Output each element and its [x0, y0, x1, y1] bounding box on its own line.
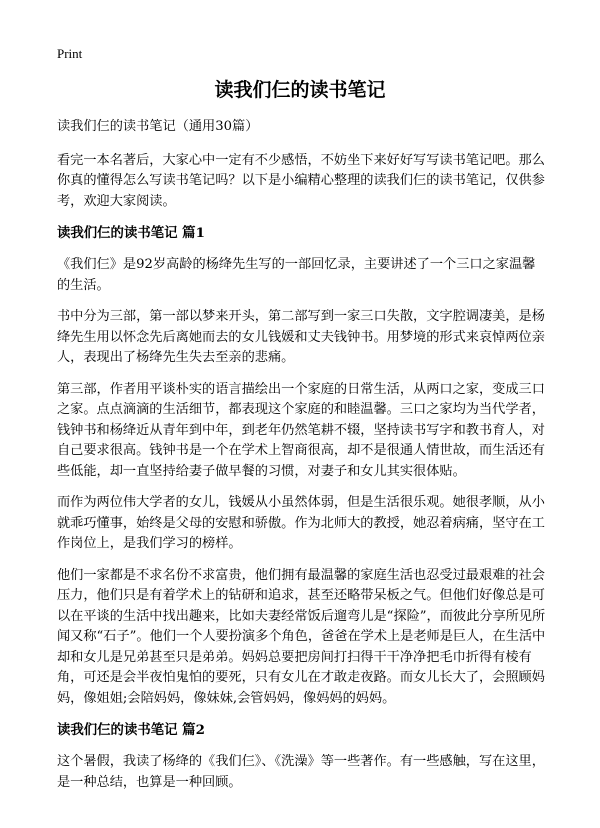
- section-1-paragraph-3: 第三部，作者用平谈朴实的语言描绘出一个家庭的日常生活，从两口之家，变成三口之家。点点滴滴的生活细节，都表现这个家庭的和睦温馨。三口之家均为当代学者，钱钟书和杨绛近从青年到中年，到老年仍然笔耕不辍，坚持读书写字和教书育人，对自己要求很高。钱钟书是一个在学术上智商很高，却不是很通人情世故，而生活还有些低能，却一直坚持给妻子做早餐的习惯，对妻子和女儿其实很体贴。: [57, 381, 545, 479]
- section-heading-2: 读我们仨的读书笔记 篇2: [57, 722, 205, 738]
- print-link[interactable]: Print: [57, 46, 83, 61]
- page-title: 读我们仨的读书笔记: [214, 79, 386, 101]
- article-body: [57, 117, 547, 804]
- section-1-paragraph-2: 书中分为三部，第一部以梦来开头，第二部写到一家三口失散，文字腔调凄美，是杨绛先生用以怀念先后离她而去的女儿钱媛和丈夫钱钟书。用梦境的形式来哀悼两位亲人，表现出了杨绛先生失去至亲的悲痛。: [57, 309, 545, 365]
- intro-paragraph: 看完一本名著后，大家心中一定有不少感悟，不妨坐下来好好写写读书笔记吧。那么你真的懂得怎么写读书笔记吗？以下是小编精心整理的读我们仨的读书笔记，仅供参考，欢迎大家阅读。: [57, 152, 545, 209]
- section-1-paragraph-1: 《我们仨》是92岁高龄的杨绛先生写的一部回忆录，主要讲述了一个三口之家温馨的生活。: [57, 257, 536, 293]
- section-2-paragraph-1: 这个暑假，我读了杨绛的《我们仨》、《洗澡》等一些著作。有一些感触，写在这里，是一种总结，也算是一种回顾。: [57, 754, 545, 790]
- section-1-paragraph-5: 他们一家都是不求名份不求富贵，他们拥有最温馨的家庭生活也忍受过最艰难的社会压力，他们只是有着学术上的钻研和追求，甚至还略带呆板之气。但他们好像总是可以在平谈的生活中找出趣来，比如夫妻经常饭后遛弯儿是“探险”，而彼此分享所见所闻又称“石子”。他们一个人要扮演多个角色，爸爸在学术上是老师是巨人，在生活中却和女儿是兄弟甚至只是弟弟。妈妈总要把房间打扫得干干净净把毛巾折得有棱有角，可还是会半夜怕鬼怕的要死，只有女儿在才敢走夜路。而女儿长大了，会照顾妈妈，像姐姐;会陪妈妈，像妹妹,会管妈妈，像妈妈的妈妈。: [57, 567, 546, 706]
- section-1-paragraph-4: 而作为两位伟大学者的女儿，钱媛从小虽然体弱，但是生活很乐观。她很孝顺，从小就乖巧懂事，始终是父母的安慰和骄傲。作为北师大的教授，她忍着病痛，坚守在工作岗位上，是我们学习的榜样。: [57, 495, 545, 551]
- article-subtitle: 读我们仨的读书笔记（通用30篇）: [57, 119, 259, 134]
- section-heading-1: 读我们仨的读书笔记 篇1: [57, 225, 205, 241]
